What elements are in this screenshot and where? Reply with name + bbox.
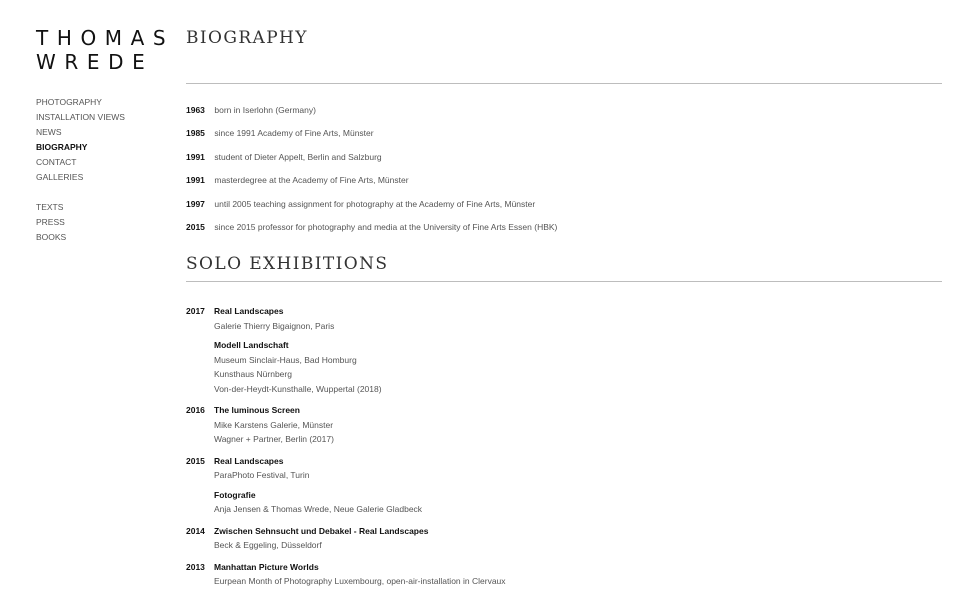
nav-group-secondary: [36, 200, 166, 245]
biography-text: masterdegree at the Academy of Fine Arts, Münster: [214, 175, 409, 186]
sidebar: [36, 26, 175, 245]
biography-text: since 2015 professor for photography and media at the University of Fine Arts Essen (HBK): [214, 221, 558, 232]
exhibition-venue: ParaPhoto Festival, Turin: [214, 470, 310, 481]
site-logo[interactable]: [36, 26, 175, 74]
exhibition-year-group: [186, 304, 942, 401]
main-content: [186, 26, 942, 594]
biography-entry: [186, 174, 942, 197]
nav-item-installation-views[interactable]: INSTALLATION VIEWS: [36, 112, 125, 122]
biography-entry: [186, 221, 942, 244]
exhibition-venue: Eurpean Month of Photography Luxembourg, open-air-installation in Clervaux: [214, 576, 506, 587]
exhibition-year: 2015: [186, 455, 205, 466]
biography-year: 1991: [186, 151, 205, 162]
nav-group-primary: [36, 95, 166, 185]
biography-year: 1963: [186, 105, 205, 115]
nav-item-photography[interactable]: PHOTOGRAPHY: [36, 97, 102, 107]
exhibition-venue: Mike Karstens Galerie, Münster: [214, 419, 334, 430]
exhibition-item: [214, 403, 942, 447]
biography-heading: BIOGRAPHY: [186, 28, 308, 48]
exhibition-venue: Wagner + Partner, Berlin (2017): [214, 434, 334, 445]
exhibition-venue: Museum Sinclair-Haus, Bad Homburg: [214, 354, 357, 365]
biography-entry: [186, 104, 942, 127]
exhibition-title: Zwischen Sehnsucht und Debakel - Real Landscapes: [214, 525, 429, 536]
exhibition-venue: Galerie Thierry Bigaignon, Paris: [214, 320, 335, 331]
exhibition-year-group: [186, 524, 942, 558]
nav-item-books[interactable]: BOOKS: [36, 232, 67, 242]
exhibition-item: [214, 454, 942, 483]
nav-item-texts[interactable]: TEXTS: [36, 202, 64, 212]
biography-text: student of Dieter Appelt, Berlin and Salzburg: [214, 151, 382, 162]
exhibition-venue: Von-der-Heydt-Kunsthalle, Wuppertal (2018): [214, 383, 382, 394]
biography-text: born in Iserlohn (Germany): [214, 105, 316, 115]
exhibition-year-group: [186, 454, 942, 522]
biography-entry: [186, 198, 942, 221]
exhibition-title: Modell Landschaft: [214, 340, 289, 351]
biography-divider: [186, 83, 942, 84]
exhibition-year: 2014: [186, 525, 205, 536]
exhibition-year: 2017: [186, 306, 205, 317]
exhibition-title: Manhattan Picture Worlds: [214, 561, 319, 572]
exhibition-venue: Kunsthaus Nürnberg: [214, 369, 292, 380]
logo-line-2: WREDE: [36, 50, 154, 74]
nav-item-galleries[interactable]: GALLERIES: [36, 172, 84, 182]
exhibition-title: Real Landscapes: [214, 455, 284, 466]
exhibition-items: [214, 304, 942, 401]
biography-entry: [186, 151, 942, 174]
solo-exhibitions-list: [186, 304, 942, 594]
nav-item-news[interactable]: NEWS: [36, 127, 62, 137]
exhibition-year: 2016: [186, 405, 205, 416]
exhibition-year-group: [186, 560, 942, 594]
exhibition-items: [214, 454, 942, 522]
exhibition-item: [214, 304, 942, 333]
exhibition-title: Real Landscapes: [214, 306, 284, 317]
exhibition-item: [214, 524, 942, 553]
exhibition-venue: Anja Jensen & Thomas Wrede, Neue Galerie Gladbeck: [214, 504, 423, 515]
exhibition-title: The luminous Screen: [214, 405, 300, 416]
nav-item-press[interactable]: PRESS: [36, 217, 65, 227]
exhibition-title: Fotografie: [214, 489, 256, 500]
solo-exhibitions-heading: SOLO EXHIBITIONS: [186, 254, 389, 275]
main-nav: [36, 95, 166, 245]
exhibition-year-group: [186, 403, 942, 452]
biography-text: since 1991 Academy of Fine Arts, Münster: [214, 128, 374, 139]
exhibition-items: [214, 524, 942, 558]
nav-item-contact[interactable]: CONTACT: [36, 157, 77, 167]
biography-text: until 2005 teaching assignment for photography at the Academy of Fine Arts, Münster: [214, 198, 536, 209]
exhibition-item: [214, 488, 942, 517]
biography-year: 1991: [186, 175, 205, 186]
biography-year: 1997: [186, 198, 205, 209]
biography-entry: [186, 127, 942, 150]
exhibition-items: [214, 403, 942, 452]
exhibition-item: [214, 338, 942, 396]
exhibition-items: [214, 560, 942, 594]
exhibition-venue: Beck & Eggeling, Düsseldorf: [214, 540, 322, 551]
biography-year: 2015: [186, 221, 205, 232]
exhibition-item: [214, 560, 942, 589]
solo-exhibitions-divider: [186, 281, 942, 282]
exhibition-year: 2013: [186, 561, 205, 572]
biography-year: 1985: [186, 128, 205, 139]
logo-line-1: THOMAS: [36, 26, 175, 50]
nav-item-biography[interactable]: BIOGRAPHY: [36, 142, 88, 152]
biography-list: [186, 104, 942, 244]
